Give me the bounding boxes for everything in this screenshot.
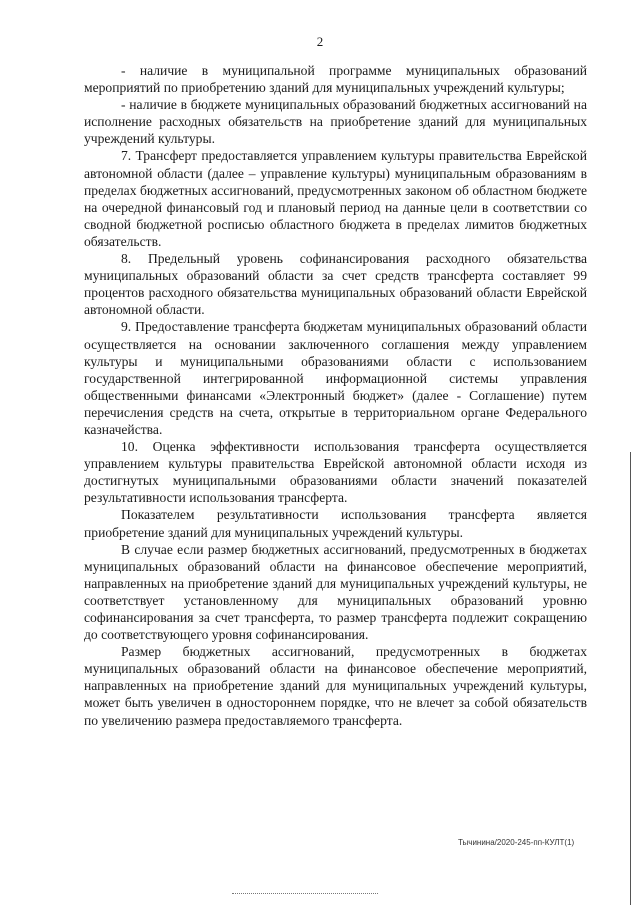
- paragraph-program-condition: - наличие в муниципальной программе муниципальных образований мероприятий по приобретению зданий для муниципальных учреждений культуры;: [84, 63, 587, 96]
- paragraph-reduction-case: В случае если размер бюджетных ассигнований, предусмотренных в бюджетах муниципальных образований области на финансовое обеспечение мероприятий, направленных на приобретение зданий для муниципальных учреждений культуры, не соответствует установленному для муниципальных образований уровню софинансирования за счет трансферта, то размер трансферта подлежит сокращению до соответствующего уровня софинансирования.: [84, 541, 587, 643]
- paragraph-budget-condition: - наличие в бюджете муниципальных образований бюджетных ассигнований на исполнение расходных обязательств на приобретение зданий для муниципальных учреждений культуры.: [84, 97, 587, 147]
- paragraph-item-8: 8. Предельный уровень софинансирования расходного обязательства муниципальных образований области за счет средств трансферта составляет 99 процентов расходного обязательства муниципальных образований области Еврейской автономной области.: [84, 251, 587, 318]
- paragraph-performance-indicator: Показателем результативности использования трансферта является приобретение зданий для муниципальных учреждений культуры.: [84, 507, 587, 540]
- paragraph-item-10: 10. Оценка эффективности использования трансферта осуществляется управлением культуры правительства Еврейской автономной области исходя из достигнутых муниципальными образованиями области значений показателей результативности использования трансферта.: [84, 439, 587, 506]
- paragraph-item-9: 9. Предоставление трансферта бюджетам муниципальных образований области осуществляется на основании заключенного соглашения между управлением культуры и муниципальными образованиями области с использованием государственной интегрированной информационной системы управления общественными финансами «Электронный бюджет» (далее - Соглашение) путем перечисления средств на счета, открытые в территориальном органе Федерального казначейства.: [84, 319, 587, 437]
- document-body: [84, 62, 587, 729]
- paragraph-increase-case: Размер бюджетных ассигнований, предусмотренных в бюджетах муниципальных образований области на финансовое обеспечение мероприятий, направленных на приобретение зданий для муниципальных учреждений культуры, может быть увеличен в одностороннем порядке, что не влечет за собой обязательств по увеличению размера предоставляемого трансферта.: [84, 644, 587, 728]
- page-number: 2: [316, 34, 324, 49]
- document-code: Тычинина/2020-245-пп-КУЛТ(1): [458, 838, 575, 847]
- scan-edge-line: [630, 452, 631, 905]
- bottom-divider: [232, 893, 378, 894]
- paragraph-item-7: 7. Трансферт предоставляется управлением культуры правительства Еврейской автономной области (далее – управление культуры) муниципальным образованиям в пределах бюджетных ассигнований, предусмотренных законом об областном бюджете на очередной финансовый год и плановый период на данные цели в соответствии со сводной бюджетной росписью областного бюджета в пределах лимитов бюджетных обязательств.: [84, 148, 587, 249]
